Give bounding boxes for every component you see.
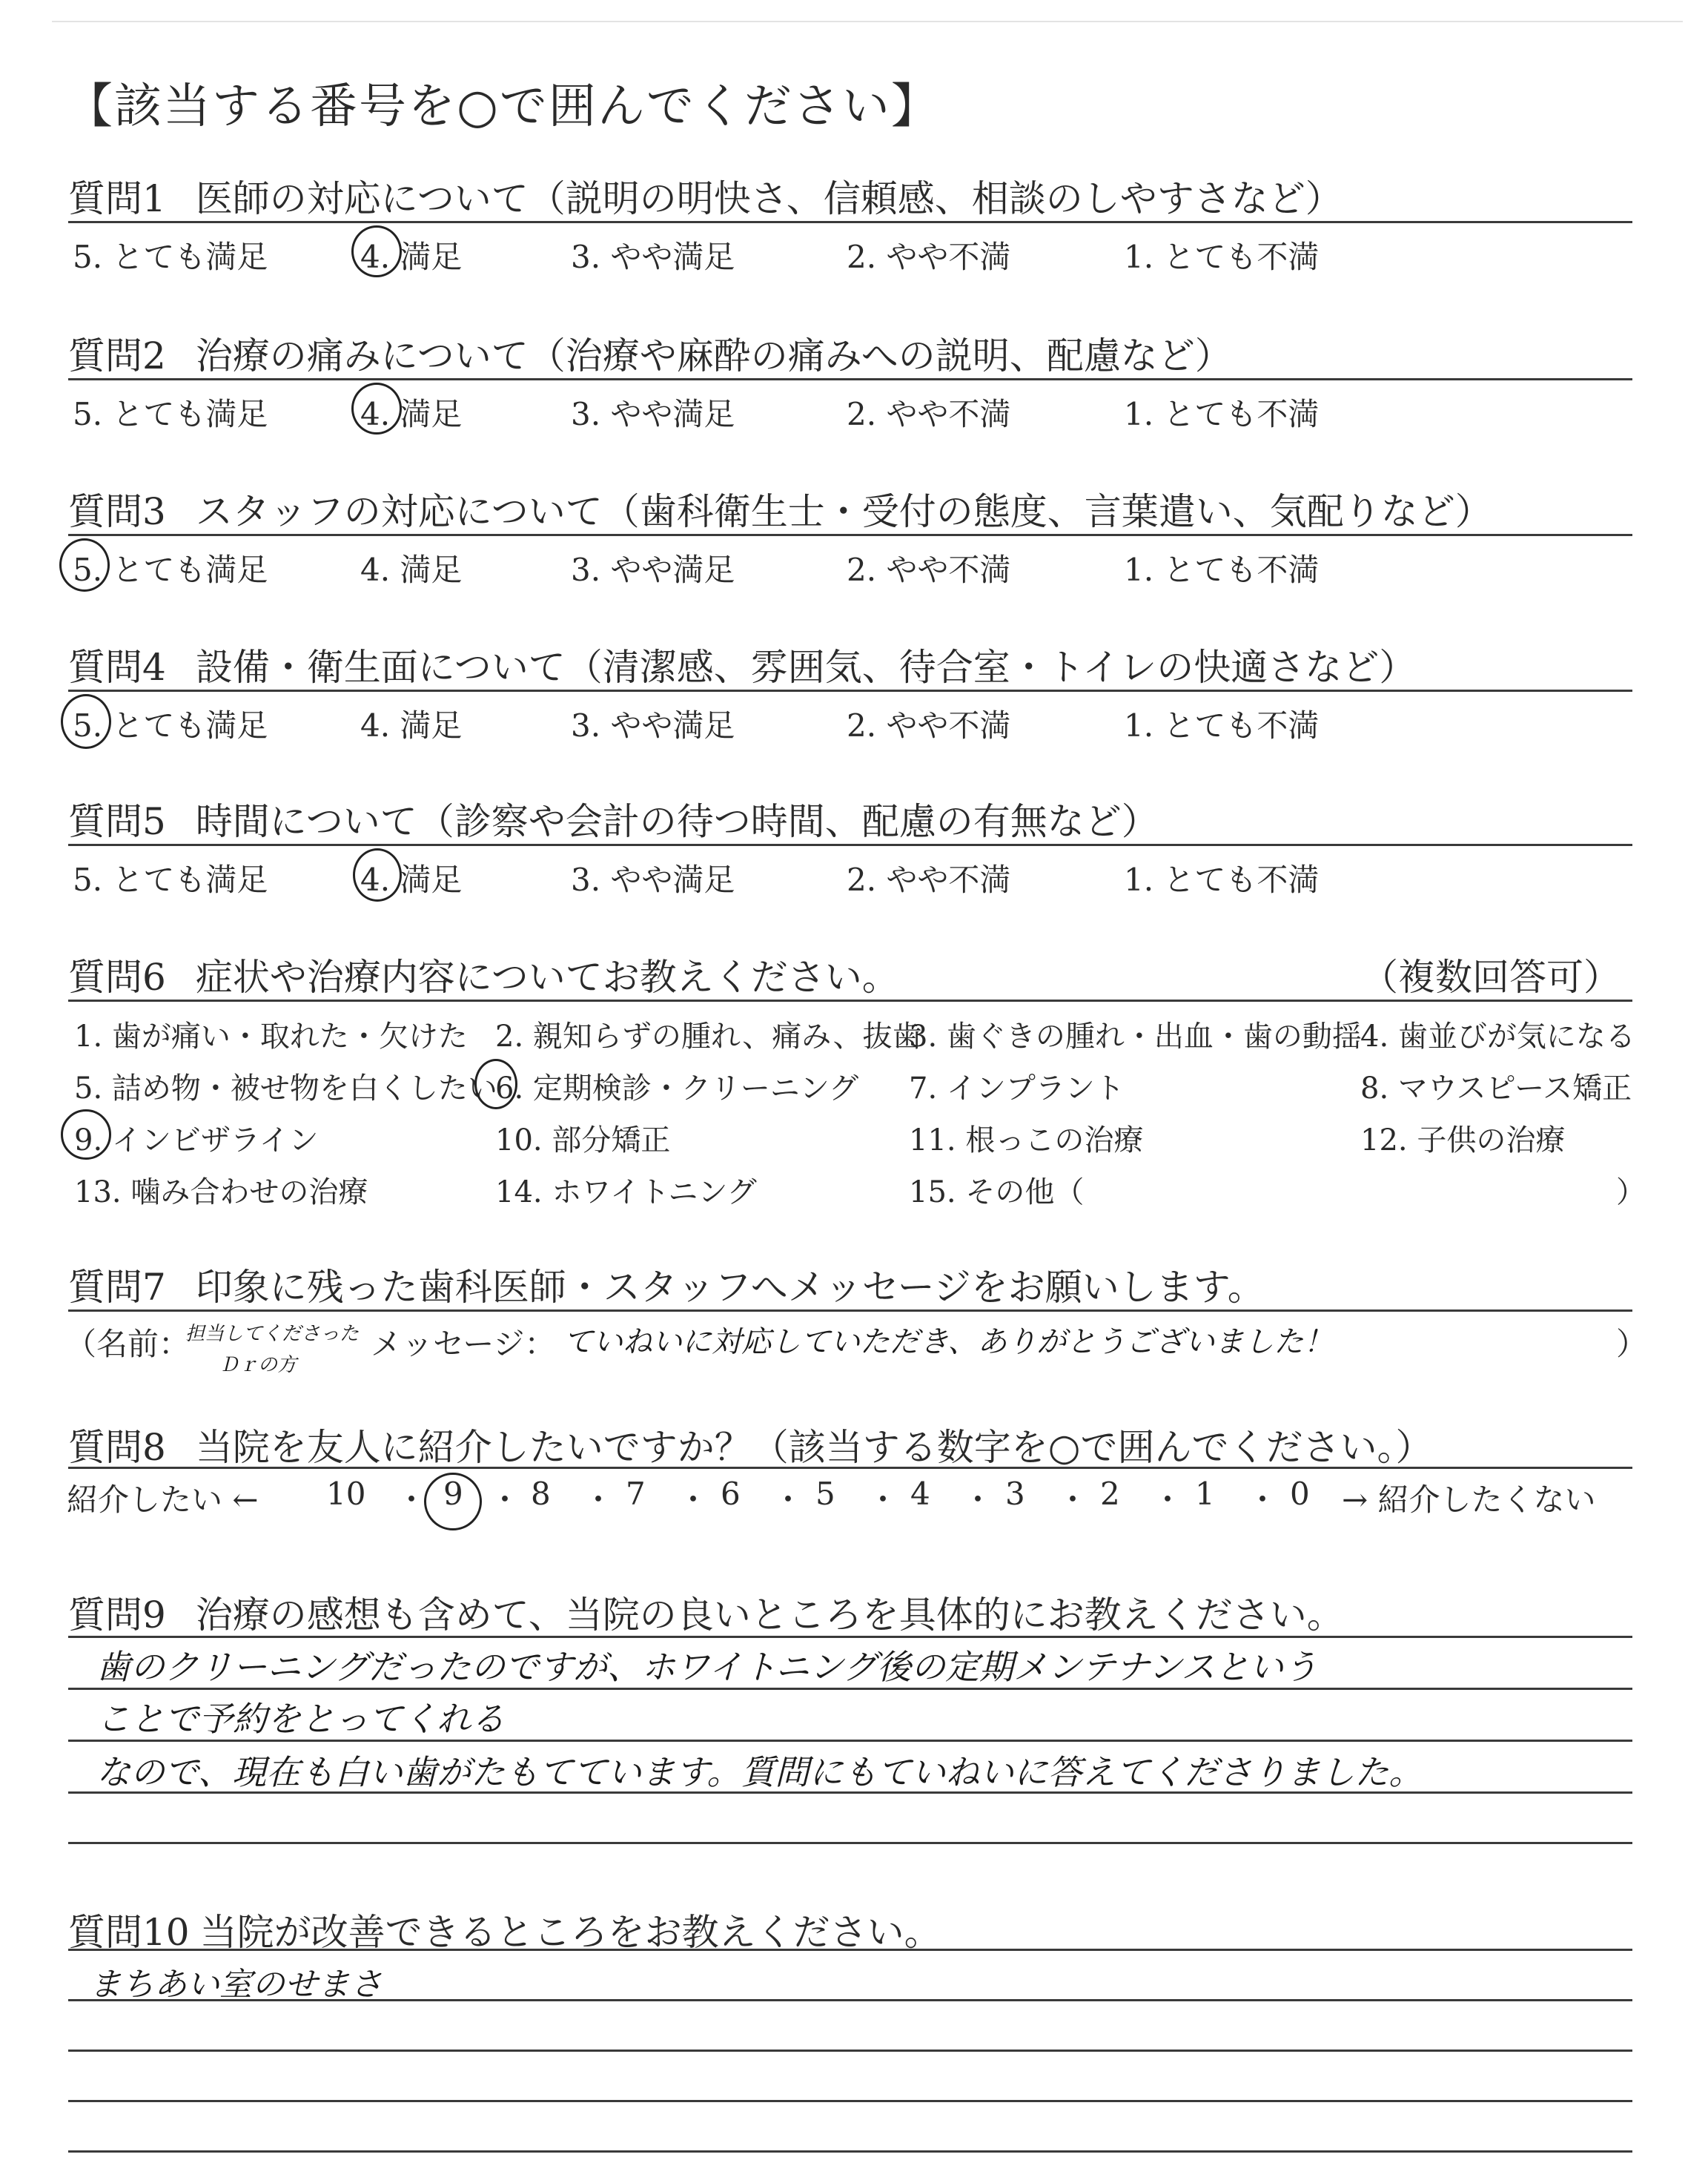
q8-score-8[interactable]: 8 <box>531 1476 551 1512</box>
question-4-heading <box>68 638 1416 691</box>
q8-dot: ・ <box>867 1482 899 1518</box>
answer-line <box>68 1636 1632 1638</box>
q7-message-label: メッセージ： <box>371 1326 556 1362</box>
question-6-heading <box>68 948 899 1001</box>
q9-answer-line-2[interactable]: ことで予約をとってくれる <box>96 1699 506 1739</box>
question-number: 質問4 <box>68 646 166 689</box>
q6-item-6-selected-circle <box>474 1059 517 1109</box>
q8-score-7[interactable]: 7 <box>626 1476 646 1512</box>
q8-right-label: → 紹介したくない <box>1342 1482 1596 1518</box>
q8-dot: ・ <box>583 1482 615 1518</box>
question-text: 印象に残った歯科医師・スタッフへメッセージをお願いします。 <box>195 1266 1265 1309</box>
scan-edge-line <box>52 21 1683 22</box>
divider <box>68 534 1632 536</box>
q8-dot: ・ <box>1247 1482 1279 1518</box>
q2-option-1[interactable]: 1. とても不満 <box>1124 396 1320 432</box>
answer-line <box>68 1999 1632 2001</box>
q8-score-3[interactable]: 3 <box>1005 1476 1025 1512</box>
q6-item-5[interactable]: 5. 詰め物・被せ物を白くしたい <box>74 1071 497 1106</box>
q5-option-4[interactable]: 4. 満足 <box>360 862 463 898</box>
q9-answer-line-1[interactable]: 歯のクリーニングだったのですが、ホワイトニング後の定期メンテナンスという <box>96 1647 1318 1687</box>
divider <box>68 844 1632 846</box>
q7-name-handwriting-1[interactable]: 担当してくださった <box>185 1323 360 1345</box>
q8-score-0[interactable]: 0 <box>1290 1476 1310 1512</box>
divider <box>68 690 1632 692</box>
question-3-heading <box>68 482 1492 535</box>
answer-line <box>68 2100 1632 2102</box>
q8-score-10[interactable]: 10 <box>326 1476 366 1512</box>
q3-selected-circle <box>59 538 110 592</box>
question-text: 設備・衛生面について（清潔感、雰囲気、待合室・トイレの快適さなど） <box>195 646 1417 689</box>
q2-option-5[interactable]: 5. とても満足 <box>73 396 268 432</box>
q5-option-5[interactable]: 5. とても満足 <box>73 862 268 898</box>
q2-selected-circle <box>351 383 402 435</box>
q9-answer-line-3[interactable]: なので、現在も白い歯がたもてています。質問にもていねいに答えてくださりました。 <box>96 1752 1423 1792</box>
question-number: 質問2 <box>68 334 166 377</box>
answer-line <box>68 2150 1632 2153</box>
q1-option-1[interactable]: 1. とても不満 <box>1124 239 1320 275</box>
q1-option-5[interactable]: 5. とても満足 <box>73 239 268 275</box>
question-text: 治療の痛みについて（治療や麻酔の痛みへの説明、配慮など） <box>195 334 1232 377</box>
answer-line <box>68 1791 1632 1794</box>
q6-item-13[interactable]: 13. 噛み合わせの治療 <box>74 1175 368 1209</box>
q4-option-4[interactable]: 4. 満足 <box>360 707 463 744</box>
question-text: 当院が改善できるところをお教えください。 <box>199 1911 941 1954</box>
divider <box>68 1000 1632 1002</box>
q8-score-1[interactable]: 1 <box>1195 1476 1215 1512</box>
q5-option-3[interactable]: 3. やや満足 <box>571 862 735 898</box>
q8-score-4[interactable]: 4 <box>910 1476 930 1512</box>
q6-item-8[interactable]: 8. マウスピース矯正 <box>1360 1071 1632 1106</box>
q5-option-1[interactable]: 1. とても不満 <box>1124 862 1320 898</box>
question-number: 質問9 <box>68 1593 166 1636</box>
q3-option-1[interactable]: 1. とても不満 <box>1124 552 1320 588</box>
q3-option-5[interactable]: 5. とても満足 <box>73 552 268 588</box>
answer-line <box>68 1949 1632 1951</box>
q2-option-3[interactable]: 3. やや満足 <box>571 396 735 432</box>
divider <box>68 221 1632 223</box>
q7-close: ） <box>1616 1326 1648 1362</box>
q8-score-6[interactable]: 6 <box>721 1476 741 1512</box>
q10-answer-line-1[interactable]: まちあい室のせまさ <box>89 1966 383 2004</box>
divider <box>68 378 1632 380</box>
multiple-answers-note: （複数回答可） <box>1361 956 1621 999</box>
question-9-heading <box>68 1585 1344 1639</box>
q7-name-label: （名前： <box>65 1326 191 1362</box>
q3-option-2[interactable]: 2. やや不満 <box>847 552 1011 588</box>
question-text: 症状や治療内容についてお教えください。 <box>195 956 899 999</box>
q8-dot: ・ <box>678 1482 709 1518</box>
q3-option-3[interactable]: 3. やや満足 <box>571 552 735 588</box>
q6-item-15[interactable]: 15. その他（ <box>909 1175 1085 1209</box>
q4-option-1[interactable]: 1. とても不満 <box>1124 707 1320 744</box>
q4-option-5[interactable]: 5. とても満足 <box>73 707 268 744</box>
question-number: 質問6 <box>68 956 166 999</box>
q1-option-2[interactable]: 2. やや不満 <box>847 239 1011 275</box>
question-number: 質問10 <box>68 1911 190 1954</box>
question-text: 治療の感想も含めて、当院の良いところを具体的にお教えください。 <box>195 1593 1344 1636</box>
q8-score-9[interactable]: 9 <box>443 1476 463 1512</box>
q1-selected-circle <box>351 225 402 277</box>
q6-item-10[interactable]: 10. 部分矯正 <box>495 1123 671 1157</box>
answer-line <box>68 2050 1632 2052</box>
q6-item-2[interactable]: 2. 親知らずの腫れ、痛み、抜歯 <box>495 1020 922 1054</box>
q7-name-handwriting-2[interactable]: Ｄｒの方 <box>219 1354 297 1376</box>
answer-line <box>68 1842 1632 1844</box>
q4-option-2[interactable]: 2. やや不満 <box>847 707 1011 744</box>
q8-dot: ・ <box>772 1482 804 1518</box>
question-number: 質問7 <box>68 1266 166 1309</box>
q3-option-4[interactable]: 4. 満足 <box>360 552 463 588</box>
question-text: 医師の対応について（説明の明快さ、信頼感、相談のしやすさなど） <box>195 177 1343 220</box>
q6-item-4[interactable]: 4. 歯並びが気になる <box>1360 1020 1635 1054</box>
q5-option-2[interactable]: 2. やや不満 <box>847 862 1011 898</box>
q1-option-3[interactable]: 3. やや満足 <box>571 239 735 275</box>
q4-selected-circle <box>61 694 111 749</box>
q6-item-1[interactable]: 1. 歯が痛い・取れた・欠けた <box>74 1020 468 1054</box>
answer-line <box>68 1688 1632 1690</box>
q1-option-4[interactable]: 4. 満足 <box>360 239 463 275</box>
q6-item-12[interactable]: 12. 子供の治療 <box>1360 1123 1566 1157</box>
q8-dot: ・ <box>1152 1482 1184 1518</box>
q6-item-9-selected-circle <box>61 1109 111 1160</box>
question-text: 当院を友人に紹介したいですか？（該当する数字を○で囲んでください。） <box>195 1426 1433 1469</box>
q2-option-2[interactable]: 2. やや不満 <box>847 396 1011 432</box>
q8-dot: ・ <box>396 1482 428 1518</box>
question-7-heading <box>68 1258 1265 1311</box>
q6-item-15-close: ） <box>1616 1175 1646 1209</box>
q5-selected-circle <box>353 848 402 902</box>
question-number: 質問8 <box>68 1426 166 1469</box>
q6-item-9[interactable]: 9. インビザライン <box>74 1123 319 1157</box>
q6-item-3[interactable]: 3. 歯ぐきの腫れ・出血・歯の動揺 <box>909 1020 1362 1054</box>
question-text: 時間について（診察や会計の待つ時間、配慮の有無など） <box>195 800 1159 843</box>
q8-left-label: 紹介したい ← <box>67 1482 259 1518</box>
q6-item-11[interactable]: 11. 根っこの治療 <box>909 1123 1144 1157</box>
q7-message-handwriting[interactable]: ていねいに対応していただき、ありがとうございました！ <box>563 1325 1334 1359</box>
question-5-heading <box>68 792 1159 845</box>
divider <box>68 1467 1632 1469</box>
question-2-heading <box>68 326 1232 380</box>
question-number: 質問1 <box>68 177 166 220</box>
divider <box>68 1309 1632 1312</box>
q4-option-3[interactable]: 3. やや満足 <box>571 707 735 744</box>
page-title: 【該当する番号を○で囲んでください】 <box>65 79 940 134</box>
question-8-heading <box>68 1418 1432 1471</box>
q6-item-14[interactable]: 14. ホワイトニング <box>495 1175 757 1209</box>
q8-score-2[interactable]: 2 <box>1100 1476 1120 1512</box>
question-1-heading <box>68 169 1343 222</box>
q8-dot: ・ <box>1057 1482 1089 1518</box>
q8-score-5[interactable]: 5 <box>815 1476 835 1512</box>
q8-selected-circle <box>424 1473 482 1530</box>
q8-dot: ・ <box>962 1482 994 1518</box>
question-text: スタッフの対応について（歯科衛生士・受付の態度、言葉遣い、気配りなど） <box>195 490 1492 533</box>
question-number: 質問3 <box>68 490 166 533</box>
q2-option-4[interactable]: 4. 満足 <box>360 396 463 432</box>
answer-line <box>68 1740 1632 1742</box>
q6-item-6[interactable]: 6. 定期検診・クリーニング <box>495 1071 859 1106</box>
q6-item-7[interactable]: 7. インプラント <box>909 1071 1125 1106</box>
question-number: 質問5 <box>68 800 166 843</box>
q8-dot: ・ <box>489 1482 521 1518</box>
